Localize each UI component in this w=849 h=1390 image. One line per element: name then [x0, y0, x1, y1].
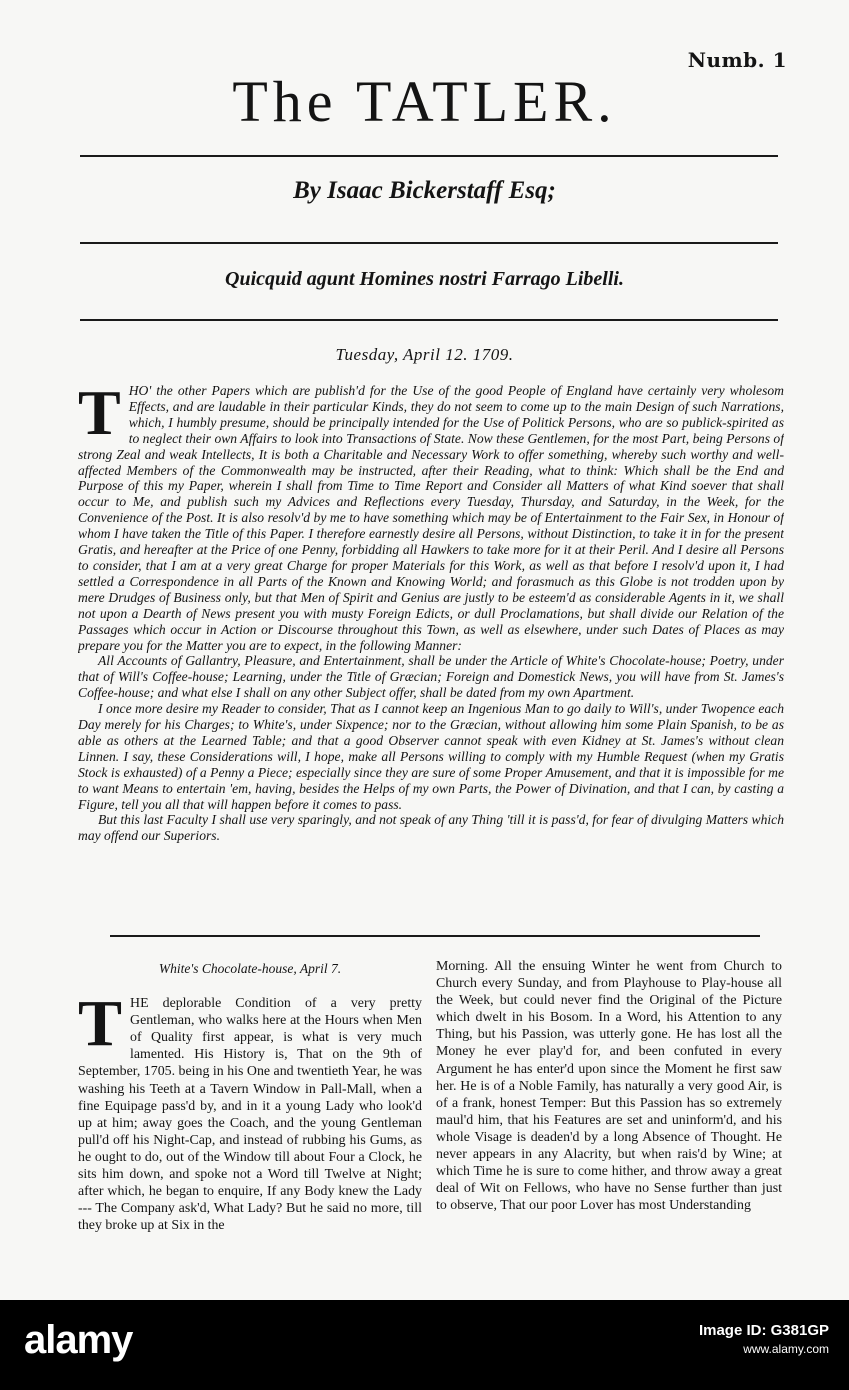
drop-cap: T [78, 383, 121, 448]
dateline: Tuesday, April 12. 1709. [335, 345, 514, 364]
issue-number: Numb. 1 [687, 48, 787, 72]
main-paragraph-4: But this last Faculty I shall use very sparingly, and not speak of any Thing 'till it is pass'd, for fear of divulging Matters which may offend our Superiors. [78, 812, 784, 844]
divider-rule [80, 319, 778, 321]
left-column [78, 958, 422, 1288]
right-column [436, 958, 782, 1288]
divider-rule [80, 242, 778, 244]
left-column-text: THE deplorable Condition of a very pretty Gentleman, who walks here at the Hours when Men of Quality first appear, is what is very much lamented. His History is, That on the 9th of September, 1705. being in his One and twentieth Year, he was washing his Teeth at a Tavern Window in Pall-Mall, when a fine Equipage pass'd by, and in it a young Lady who look'd up at him; away goes the Coach, and the young Gentleman pull'd off his Night-Cap, and instead of rubbing his Gums, as he ought to do, out of the Window till about Four a Clock, he sits him down, and spoke not a Word till Twelve at Night; after which, he began to enquire, If any Body knew the Lady --- The Company ask'd, What Lady? But he said no more, till they broke up at Six in the [78, 987, 422, 1234]
main-article [78, 383, 784, 903]
main-paragraph-3: I once more desire my Reader to consider, That as I cannot keep an Ingenious Man to go daily to Will's, under Twopence each Day merely for his Charges; to White's, under Sixpence; nor to the Græcian, without allowing him some Plain Spanish, to be as able as others at the Learned Table; and that a good Observer cannot speak with even Kidney at St. James's without clean Linnen. I say, these Considerations will, I hope, make all Persons willing to comply with my Humble Request (when my Gratis Stock is exhausted) of a Penny a Piece; especially since they are sure of some Proper Amusement, and that it is impossible for me to want Means to entertain 'em, having, besides the Helps of my own Parts, the Power of Divination, and that I can, by casting a Figure, tell you all that will happen before it comes to pass. [78, 701, 784, 812]
motto: Quicquid agunt Homines nostri Farrago Libelli. [225, 268, 624, 290]
site-url: www.alamy.com [743, 1342, 829, 1356]
footer-bar [0, 1300, 849, 1390]
masthead-title: The TATLER. [232, 69, 617, 134]
main-paragraph-1: THO' the other Papers which are publish'd for the Use of the good People of England have certainly very wholesom Effects, and are laudable in their particular Kinds, they do not seem to come up to the main Design of such Narrations, which, I humbly presume, should be principally intended for the Use of Politick Persons, who are so publick-spirited as to neglect their own Affairs to look into Transactions of State. Now these Gentlemen, for the most Part, being Persons of strong Zeal and weak Intellects, It is both a Charitable and Necessary Work to offer something, whereby such worthy and well-affected Members of the Commonwealth may be instructed, after their Reading, what to think: Which shall be the End and Purpose of this my Paper, wherein I shall from Time to Time Report and Consider all Matters of what Kind soever that shall occur to Me, and publish such my Advices and Reflections every Tuesday, Thursday, and Saturday, in the Week, for the Convenience of the Post. It is also resolv'd by me to have something which may be of Entertainment to the Fair Sex, in Honour of whom I have taken the Title of this Paper. I therefore earnestly desire all Persons, without Distinction, to take it in for the present Gratis, and hereafter at the Price of one Penny, forbidding all Hawkers to take more for it at their Peril. And I desire all Persons to consider, that I am at a very great Charge for proper Materials for this Work, as well as that before I resolv'd upon it, I had settled a Correspondence in all Parts of the Known and Knowing World; and forasmuch as this Globe is not trodden upon by mere Drudges of Business only, but that Men of Spirit and Genius are justly to be esteem'd as considerable Agents in it, we shall not upon a Dearth of News present you with musty Foreign Edicts, or dull Proclamations, but shall divide our Relation of the Passages which occur in Action or Discourse throughout this Town, as well as elsewhere, under such Dates of Places as may prepare you for the Matter you are to expect, in the following Manner: [78, 383, 784, 653]
divider-rule [80, 155, 778, 157]
divider-rule [110, 935, 760, 937]
alamy-logo: alamy [24, 1318, 133, 1362]
main-paragraph-2: All Accounts of Gallantry, Pleasure, and Entertainment, shall be under the Article of White's Chocolate-house; Poetry, under that of Will's Coffee-house; Learning, under the Title of Græcian; Foreign and Domestick News, you will have from St. James's Coffee-house; and what else I shall on any other Subject offer, shall be dated from my own Apartment. [78, 653, 784, 701]
drop-cap: T [78, 987, 123, 1061]
image-id-label: Image ID: G381GP [698, 1322, 829, 1339]
byline: By Isaac Bickerstaff Esq; [293, 177, 556, 204]
section-heading: White's Chocolate-house, April 7. [158, 961, 342, 976]
image-id-block [699, 1322, 829, 1358]
right-column-text: Morning. All the ensuing Winter he went from Church to Church every Sunday, and from Playhouse to Play-house all the Week, but could never find the Original of the Picture which dwelt in his Bosom. In a Word, his Attention to any Thing, but his Passion, was utterly gone. He has lost all the Money he ever play'd for, and been confuted in every Argument he has enter'd upon since the Moment he first saw her. He is of a Noble Family, has naturally a very good Air, is of a frank, honest Temper: But this Passion has so extremely maul'd him, that his Features are set and uninform'd, and his whole Visage is deaden'd by a long Absence of Thought. He never appears in any Alacrity, but when rais'd by Wine; at which Time he is sure to come hither, and throw away a great deal of Wit on Fellows, who have no Sense further than just to observe, That our poor Lover has most Understanding [436, 959, 782, 1214]
